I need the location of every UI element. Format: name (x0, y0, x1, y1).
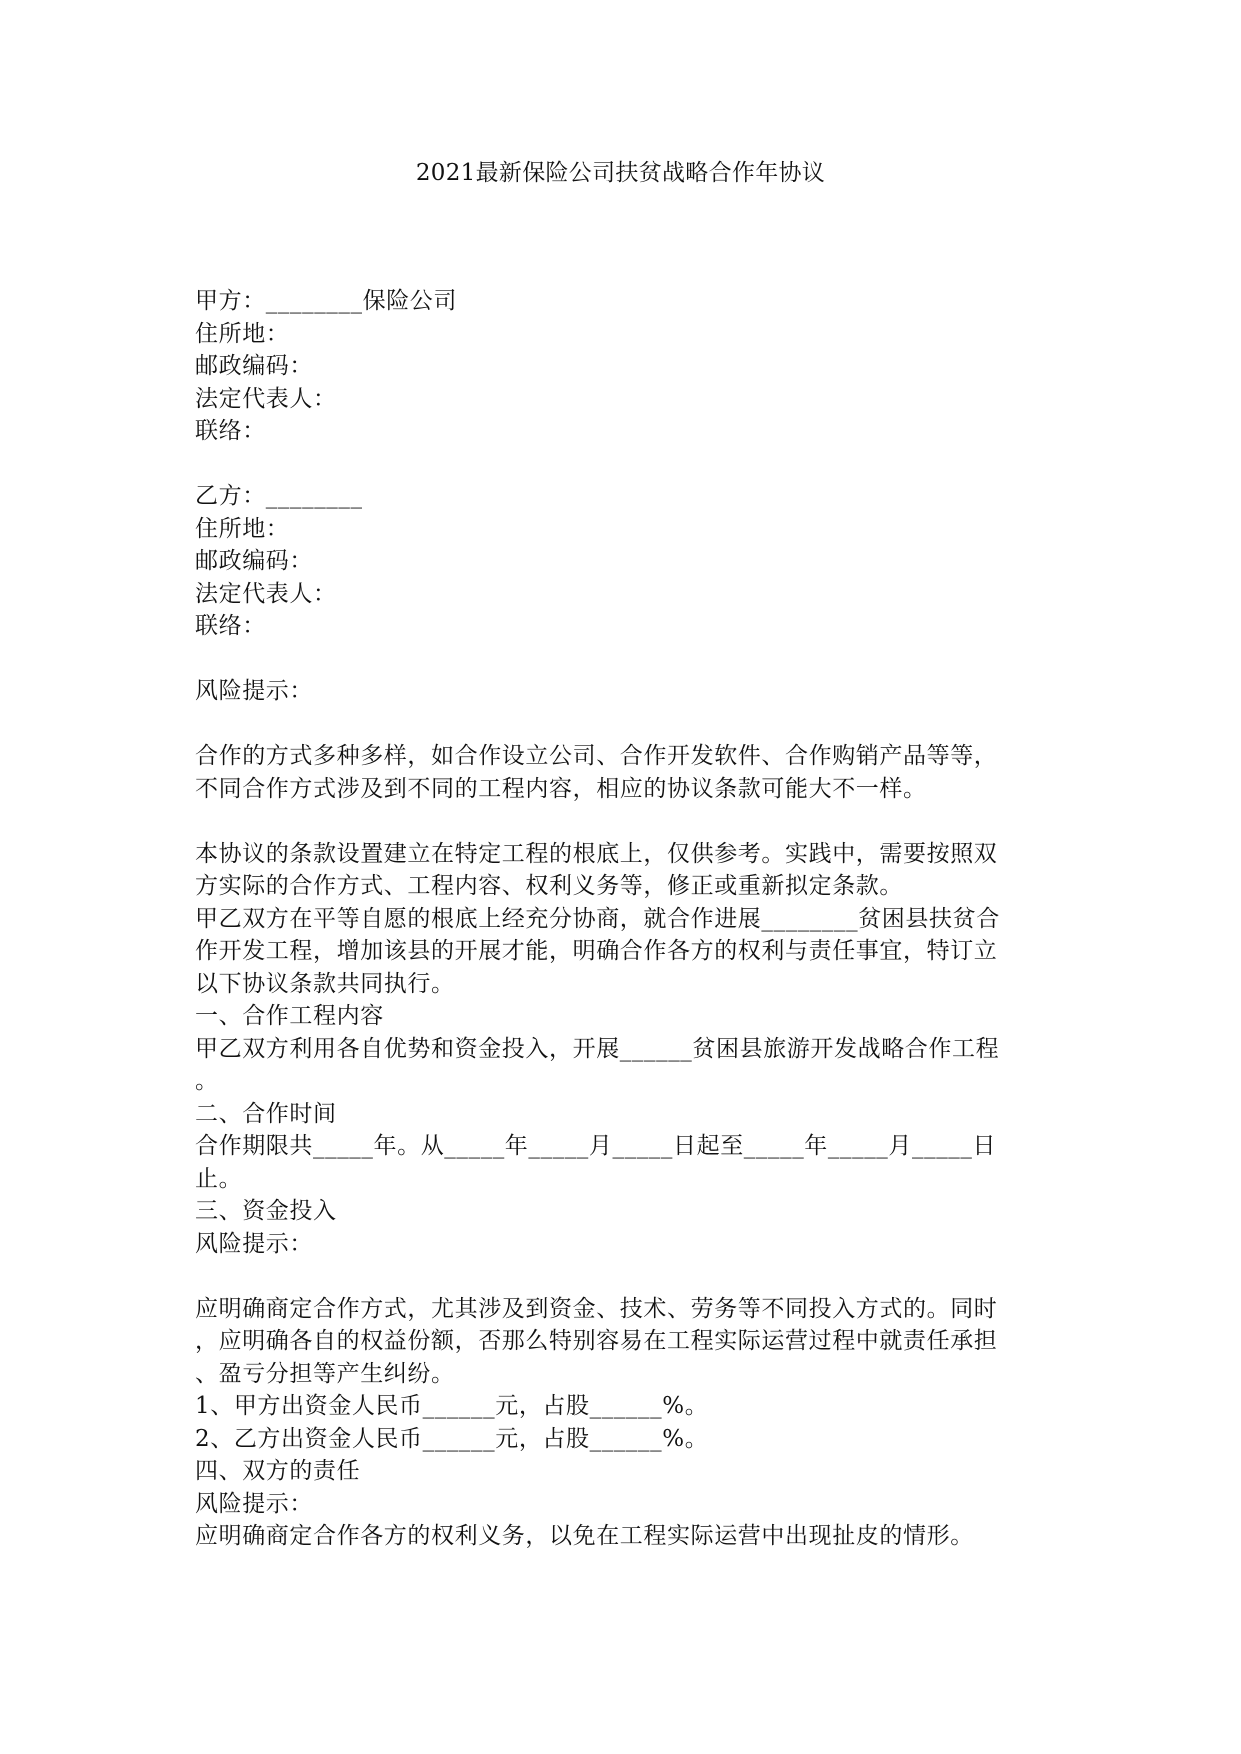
spacer (195, 805, 1055, 838)
section-line: 。 (195, 1068, 219, 1094)
party-b-contact: 联络： (195, 613, 266, 639)
party-a-legal-rep: 法定代表人： (195, 385, 337, 412)
party-a-contact: 联络： (195, 418, 266, 444)
section-heading: 一、合作工程内容 (195, 1003, 384, 1029)
risk-note-label: 风险提示： (195, 678, 313, 704)
party-b-postcode: 邮政编码： (195, 548, 313, 574)
risk-note-line: 、盈亏分担等产生纠纷。 (195, 1360, 455, 1387)
risk-note-line: 应明确商定合作各方的权利义务，以免在工程实际运营中出现扯皮的情形。 (195, 1523, 974, 1549)
spacer (195, 448, 1055, 481)
risk-note-line: 应明确商定合作方式，尤其涉及到资金、技术、劳务等不同投入方式的。同时 (195, 1295, 998, 1322)
spacer (195, 643, 1055, 676)
party-a-name: 甲方：________保险公司 (195, 288, 457, 314)
risk-note-line: 合作的方式多种多样，如合作设立公司、合作开发软件、合作购销产品等等， (195, 743, 998, 769)
party-a-address: 住所地： (195, 320, 290, 347)
party-b-legal-rep: 法定代表人： (195, 580, 337, 607)
document-title: 2021最新保险公司扶贫战略合作年协议 (415, 160, 826, 186)
intro-line: 以下协议条款共同执行。 (195, 970, 455, 997)
section-line: 止。 (195, 1165, 243, 1192)
section-heading: 四、双方的责任 (195, 1458, 361, 1484)
spacer (195, 708, 1055, 741)
risk-note-label: 风险提示： (195, 1230, 313, 1257)
funding-item: 2、乙方出资金人民币______元，占股______%。 (195, 1425, 709, 1452)
intro-line: 甲乙双方在平等自愿的根底上经充分协商，就合作进展________贫困县扶贫合 (195, 905, 1000, 932)
risk-note-line: 不同合作方式涉及到不同的工程内容，相应的协议条款可能大不一样。 (195, 775, 927, 802)
party-b-address: 住所地： (195, 515, 290, 542)
intro-line: 本协议的条款设置建立在特定工程的根底上，仅供参考。实践中，需要按照双 (195, 840, 998, 867)
section-line: 合作期限共_____年。从_____年_____月_____日起至_____年_____月_____日 (195, 1133, 997, 1159)
risk-note-label: 风险提示： (195, 1490, 313, 1517)
intro-line: 作开发工程，增加该县的开展才能，明确合作各方的权利与责任事宜，特订立 (195, 938, 998, 964)
risk-note-line: ，应明确各自的权益份额，否那么特别容易在工程实际运营过程中就责任承担 (195, 1328, 998, 1354)
party-a-postcode: 邮政编码： (195, 353, 313, 379)
spacer (195, 1260, 1055, 1293)
section-line: 甲乙双方利用各自优势和资金投入，开展______贫困县旅游开发战略合作工程 (195, 1035, 1000, 1062)
intro-line: 方实际的合作方式、工程内容、权利义务等，修正或重新拟定条款。 (195, 873, 903, 899)
section-heading: 二、合作时间 (195, 1100, 337, 1127)
funding-item: 1、甲方出资金人民币______元，占股______%。 (195, 1393, 709, 1419)
party-b-name: 乙方：________ (195, 483, 363, 509)
section-heading: 三、资金投入 (195, 1198, 337, 1224)
document-body (195, 285, 1055, 1553)
